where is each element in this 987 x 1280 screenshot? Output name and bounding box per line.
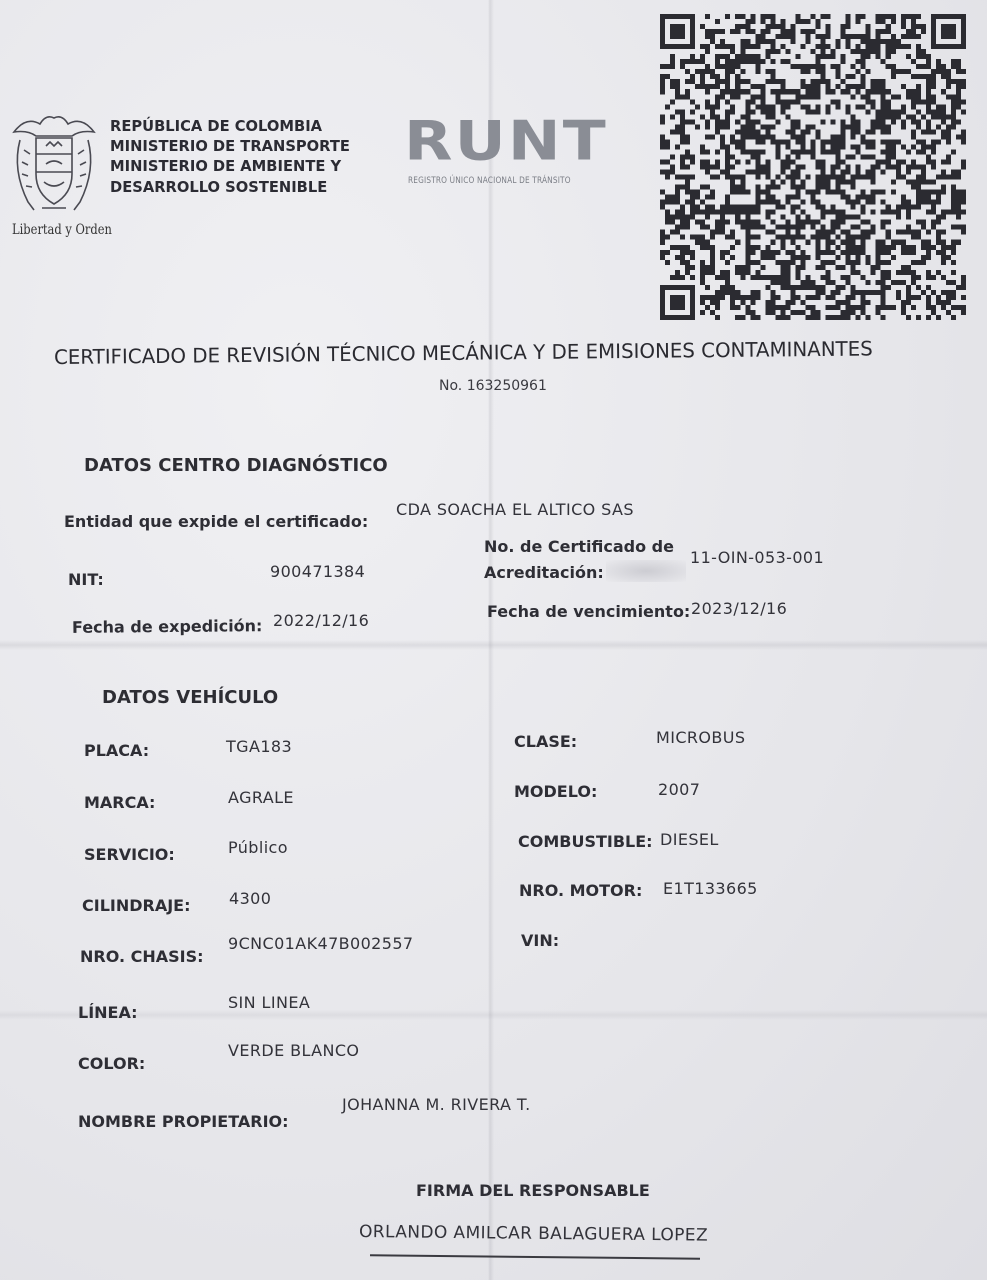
gov-line-4: DESARROLLO SOSTENIBLE <box>110 178 328 196</box>
entidad-value: CDA SOACHA EL ALTICO SAS <box>396 500 634 519</box>
qr-code-icon <box>660 14 966 320</box>
clase-label: CLASE: <box>514 732 578 751</box>
gov-line-3: MINISTERIO DE AMBIENTE Y <box>110 157 342 175</box>
chasis-label: NRO. CHASIS: <box>80 947 204 966</box>
propietario-label: NOMBRE PROPIETARIO: <box>78 1112 289 1131</box>
expedicion-label: Fecha de expedición: <box>71 616 263 637</box>
marca-label: MARCA: <box>84 793 156 812</box>
gov-line-2: MINISTERIO DE TRANSPORTE <box>110 137 350 155</box>
acreditacion-label-line2: Acreditación: <box>484 563 604 582</box>
motor-label: NRO. MOTOR: <box>519 881 643 900</box>
placa-value: TGA183 <box>226 737 293 756</box>
acreditacion-label-line1: No. de Certificado de <box>484 537 674 556</box>
linea-label: LÍNEA: <box>78 1003 138 1022</box>
servicio-label: SERVICIO: <box>84 845 175 864</box>
expedicion-value: 2022/12/16 <box>273 611 370 630</box>
nit-value: 900471384 <box>270 562 366 581</box>
combustible-value: DIESEL <box>660 830 719 849</box>
modelo-value: 2007 <box>658 780 701 799</box>
cilindraje-label: CILINDRAJE: <box>82 896 191 915</box>
acreditacion-value: 11-OIN-053-001 <box>690 548 825 567</box>
firma-label: FIRMA DEL RESPONSABLE <box>416 1181 650 1200</box>
chasis-value: 9CNC01AK47B002557 <box>228 934 414 953</box>
color-value: VERDE BLANCO <box>228 1041 360 1060</box>
signature-line <box>370 1254 700 1259</box>
section-datos-vehiculo: DATOS VEHÍCULO <box>102 687 279 708</box>
motto-text: Libertad y Orden <box>12 222 112 238</box>
vin-label: VIN: <box>521 931 560 950</box>
modelo-label: MODELO: <box>514 782 598 801</box>
marca-value: AGRALE <box>228 788 294 807</box>
firma-name: ORLANDO AMILCAR BALAGUERA LOPEZ <box>358 1222 709 1246</box>
propietario-value: JOHANNA M. RIVERA T. <box>342 1095 531 1114</box>
cilindraje-value: 4300 <box>229 889 272 908</box>
vencimiento-value: 2023/12/16 <box>691 599 788 618</box>
nit-label: NIT: <box>68 570 104 589</box>
linea-value: SIN LINEA <box>228 993 311 1012</box>
vencimiento-label: Fecha de vencimiento: <box>487 602 691 621</box>
placa-label: PLACA: <box>84 741 150 760</box>
clase-value: MICROBUS <box>656 728 746 747</box>
servicio-value: Público <box>228 838 288 857</box>
combustible-label: COMBUSTIBLE: <box>518 832 653 851</box>
runt-subtitle: REGISTRO ÚNICO NACIONAL DE TRÁNSITO <box>408 176 571 186</box>
certificate-title: CERTIFICADO DE REVISIÓN TÉCNICO MECÁNICA Y DE EMISIONES CONTAMINANTES <box>53 336 873 369</box>
color-label: COLOR: <box>78 1054 146 1073</box>
certificate-number: No. 163250961 <box>439 378 547 394</box>
coat-of-arms-icon <box>6 110 102 222</box>
section-centro-diagnostico: DATOS CENTRO DIAGNÓSTICO <box>84 455 388 476</box>
gov-line-1: REPÚBLICA DE COLOMBIA <box>110 117 323 135</box>
ink-smudge <box>606 560 686 582</box>
runt-logo: RUNT <box>404 110 608 173</box>
entidad-label: Entidad que expide el certificado: <box>64 512 369 531</box>
motor-value: E1T133665 <box>663 879 758 898</box>
